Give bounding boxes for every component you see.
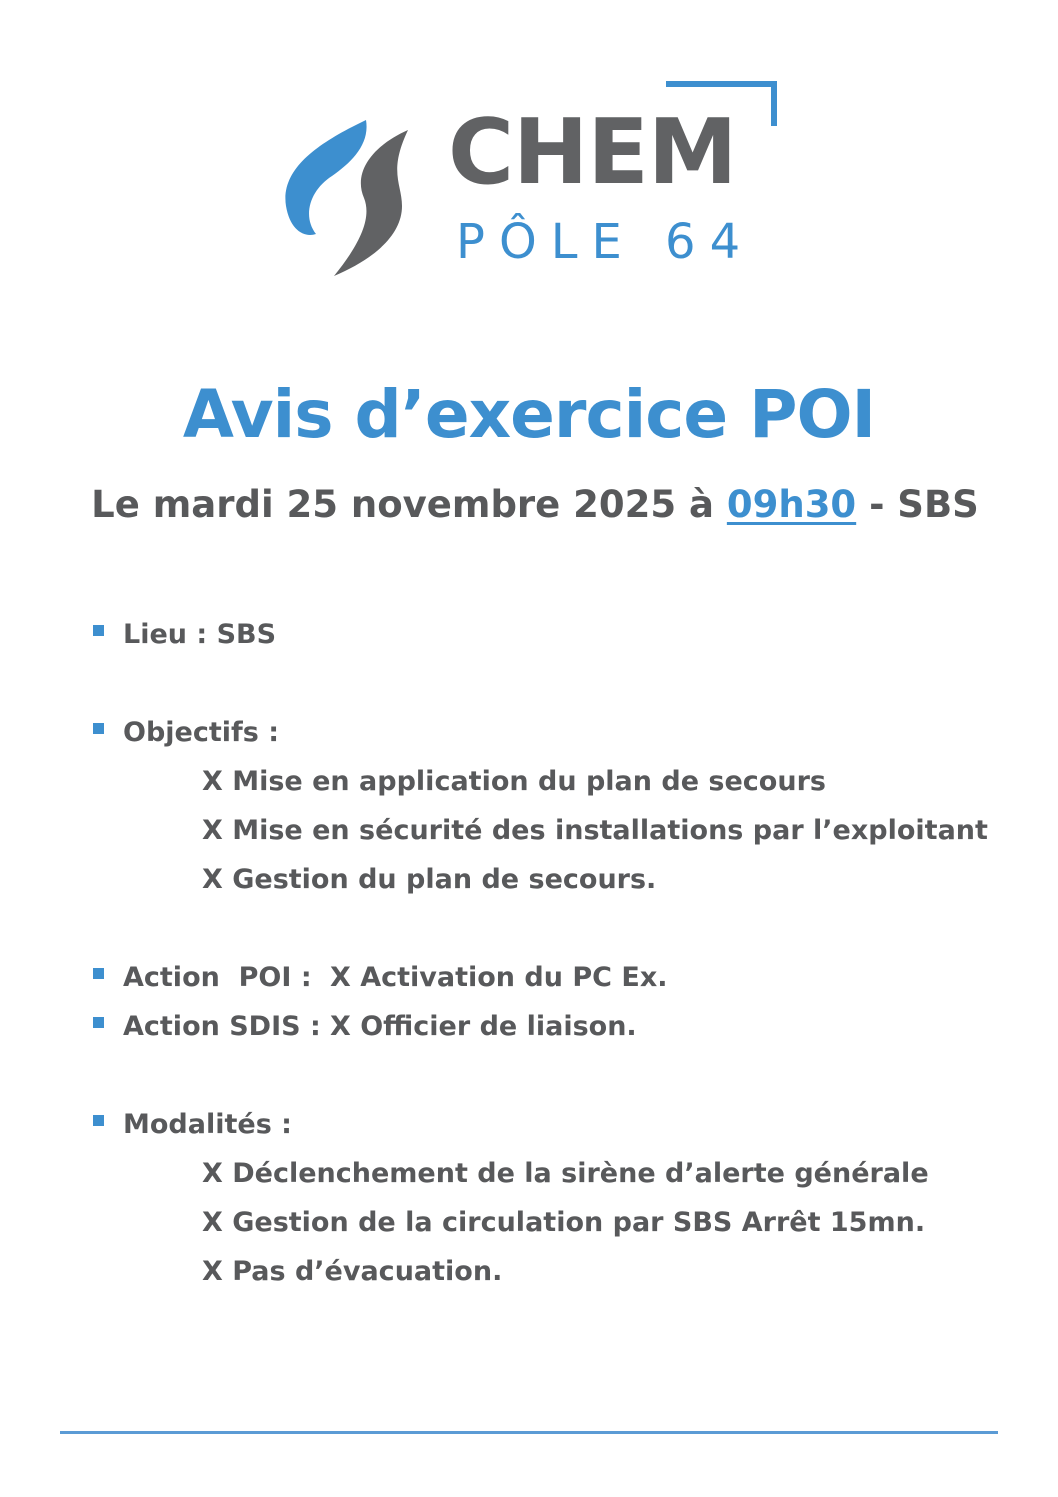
action-sdis-label: Action SDIS : [123,1011,321,1042]
page-title: Avis d’exercice POI [182,376,876,453]
logo-subtitle: PÔLE 64 [456,214,755,270]
chem-pole-64-logo [280,80,780,280]
objectif-item: X Mise en application du plan de secours [202,766,826,797]
objectif-item: X Mise en sécurité des installations par l’exploitant [202,815,988,846]
modalite-item: X Déclenchement de la sirène d’alerte générale [202,1158,929,1189]
objectif-item: X Gestion du plan de secours. [202,864,657,895]
bullet-square-icon [93,968,104,979]
modalite-item: X Pas d’évacuation. [202,1256,503,1287]
modalite-item: X Gestion de la circulation par SBS Arrêt 15mn. [202,1207,926,1238]
bullet-square-icon [93,625,104,636]
event-date-line [40,483,1030,526]
objectifs-label: Objectifs : [123,717,280,748]
modalites-label: Modalités : [123,1109,292,1140]
action-poi-value: X Activation du PC Ex. [330,962,668,993]
action-poi-label: Action POI : [123,962,312,993]
logo-wordmark: CHEM [448,100,737,205]
bullet-square-icon [93,723,104,734]
location-suffix: - SBS [856,483,979,526]
bullet-square-icon [93,1115,104,1126]
event-time: 09h30 [726,483,857,526]
action-sdis-value: X Officier de liaison. [330,1011,637,1042]
bullet-square-icon [93,1017,104,1028]
footer-divider [60,1431,998,1434]
lieu-label: Lieu : SBS [123,619,277,650]
date-text: Le mardi 25 novembre 2025 à [91,483,727,526]
